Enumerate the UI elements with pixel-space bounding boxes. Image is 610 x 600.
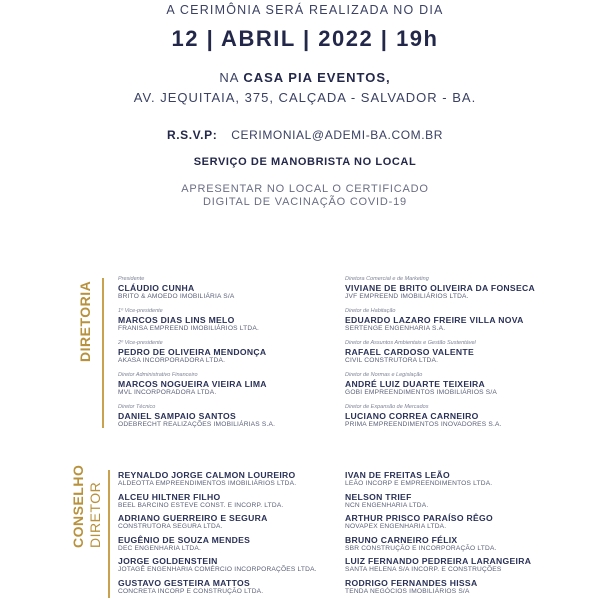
- member-company: BEEL BARCINO ESTEVE CONST. E INCORP. LTDA.: [118, 501, 284, 509]
- member-role: Diretor de Normas e Legislação: [345, 372, 423, 378]
- board-member: [118, 404, 368, 436]
- vaccine-notice-line2: DIGITAL DE VACINAÇÃO COVID-19: [203, 196, 407, 208]
- member-name: MARCOS NOGUEIRA VIEIRA LIMA: [118, 379, 267, 389]
- member-name: VIVIANE DE BRITO OLIVEIRA DA FONSECA: [345, 283, 536, 293]
- member-role: Diretor Técnico: [118, 404, 156, 410]
- vaccine-notice-line1: APRESENTAR NO LOCAL O CERTIFICADO: [181, 183, 429, 195]
- member-name: ADRIANO GUERREIRO E SEGURA: [118, 513, 268, 523]
- member-name: RODRIGO FERNANDES HISSA: [345, 577, 478, 588]
- member-company: LEÃO INCORP E EMPREENDIMENTOS LTDA.: [345, 480, 493, 487]
- member-company: BRITO & AMOEDO IMOBILIÁRIA S/A: [118, 293, 235, 300]
- diretoria-right-column: [345, 276, 595, 436]
- member-company: ALDEOTTA EMPREENDIMENTOS IMOBILIÁRIOS LTDA.: [118, 480, 297, 487]
- council-member: [345, 470, 595, 492]
- member-name: BRUNO CARNEIRO FÉLIX: [345, 534, 458, 545]
- member-name: LUIZ FERNANDO PEDREIRA LARANGEIRA: [345, 556, 532, 566]
- diretoria-left-column: [118, 276, 368, 436]
- member-company: MVL INCORPORADORA LTDA.: [118, 389, 217, 396]
- board-member: [345, 308, 595, 340]
- member-role: Presidente: [118, 276, 145, 282]
- member-name: ANDRÉ LUIZ DUARTE TEIXEIRA: [345, 379, 486, 389]
- council-member: [345, 556, 595, 578]
- member-name: PEDRO DE OLIVEIRA MENDONÇA: [118, 347, 267, 357]
- member-name: EDUARDO LAZARO FREIRE VILLA NOVA: [345, 315, 524, 325]
- member-name: MARCOS DIAS LINS MELO: [118, 315, 235, 325]
- member-name: DANIEL SAMPAIO SANTOS: [118, 411, 237, 421]
- member-company: NOVAPEX ENGENHARIA LTDA.: [345, 523, 447, 530]
- conselho-label-line2: DIRETOR: [87, 481, 103, 548]
- member-name: NELSON TRIEF: [345, 491, 412, 502]
- conselho-right-column: [345, 470, 595, 599]
- member-company: SERTENGE ENGENHARIA S.A.: [345, 325, 446, 332]
- member-company: JVF EMPREEND IMOBILIÁRIOS LTDA.: [345, 293, 469, 300]
- venue-prefix: NA: [219, 70, 239, 85]
- board-member: [345, 276, 595, 308]
- board-member: [345, 372, 595, 404]
- council-member: [345, 578, 595, 600]
- member-role: Diretor de Expansão de Mercados: [345, 404, 429, 410]
- member-company: CONCRETA INCORP E CONSTRUÇÃO LTDA.: [118, 587, 264, 595]
- diretoria-label: DIRETORIA: [77, 280, 93, 362]
- member-company: SBR CONSTRUÇÃO E INCORPORAÇÃO LTDA.: [345, 544, 497, 552]
- member-company: CONSTRUTORA SEGURA LTDA.: [118, 523, 223, 530]
- rsvp-label: R.S.V.P:: [166, 128, 218, 142]
- member-company: ODEBRECHT REALIZAÇÕES IMOBILIÁRIAS S.A.: [118, 421, 276, 428]
- venue-line: [0, 70, 610, 85]
- member-name: ALCEU HILTNER FILHO: [118, 491, 221, 502]
- event-date: 12 | ABRIL | 2022 | 19h: [171, 26, 439, 51]
- member-role: Diretora Comercial e de Marketing: [345, 276, 429, 282]
- council-member: [345, 492, 595, 514]
- member-company: PRIMA EMPREENDIMENTOS INOVADORES S.A.: [345, 421, 502, 428]
- conselho-rule: [108, 470, 110, 598]
- member-name: ARTHUR PRISCO PARAÍSO RÊGO: [345, 513, 494, 523]
- council-member: [118, 492, 368, 514]
- valet-service: SERVIÇO DE MANOBRISTA NO LOCAL: [193, 156, 417, 168]
- member-name: JORGE GOLDENSTEIN: [118, 556, 218, 566]
- member-role: 2º Vice-presidente: [118, 340, 163, 346]
- member-name: LUCIANO CORREA CARNEIRO: [345, 411, 479, 421]
- member-name: GUSTAVO GESTEIRA MATTOS: [118, 577, 250, 588]
- member-role: Diretor de Assuntos Ambientais e Gestão Sustentável: [345, 340, 476, 346]
- diretoria-rule: [102, 278, 104, 428]
- member-company: GOBI EMPREENDIMENTOS IMOBILIÁRIOS S/A: [345, 389, 498, 396]
- council-member: [345, 513, 595, 535]
- board-member: [118, 276, 368, 308]
- council-member: [118, 535, 368, 557]
- member-company: TENDA NEGÓCIOS IMOBILIÁRIOS S/A: [345, 587, 470, 595]
- council-member: [118, 556, 368, 578]
- member-role: Diretor Administrativo Financeiro: [118, 372, 198, 378]
- rsvp-email[interactable]: CERIMONIAL@ADEMI-BA.COM.BR: [231, 128, 444, 142]
- board-member: [118, 340, 368, 372]
- council-member: [118, 513, 368, 535]
- member-company: CIVIL CONSTRUTORA LTDA.: [345, 357, 439, 364]
- venue-address: AV. JEQUITAIA, 375, CALÇADA - SALVADOR - BA.: [133, 90, 477, 105]
- member-company: NCN ENGENHARIA LTDA.: [345, 501, 429, 509]
- rsvp-line: [0, 128, 610, 142]
- venue-name: CASA PIA EVENTOS,: [243, 70, 391, 85]
- member-company: AKASA INCORPORADORA LTDA.: [118, 357, 226, 364]
- board-member: [345, 340, 595, 372]
- council-member: [345, 535, 595, 557]
- member-role: 1º Vice-presidente: [118, 308, 163, 314]
- member-company: SANTA HELENA S/A INCORP. E CONSTRUÇÕES: [345, 566, 502, 573]
- member-name: EUGÊNIO DE SOUZA MENDES: [118, 534, 251, 545]
- ceremony-intro: A CERIMÔNIA SERÁ REALIZADA NO DIA: [166, 3, 444, 17]
- member-company: DEC ENGENHARIA LTDA.: [118, 544, 202, 552]
- member-name: RAFAEL CARDOSO VALENTE: [345, 347, 474, 357]
- member-name: CLÁUDIO CUNHA: [118, 283, 195, 293]
- conselho-left-column: [118, 470, 368, 599]
- member-name: REYNALDO JORGE CALMON LOUREIRO: [118, 470, 296, 480]
- council-member: [118, 578, 368, 600]
- board-member: [118, 308, 368, 340]
- board-member: [345, 404, 595, 436]
- council-member: [118, 470, 368, 492]
- member-name: IVAN DE FREITAS LEÃO: [345, 470, 450, 480]
- member-role: Diretor de Habitação: [345, 308, 396, 314]
- member-company: JOTAGÊ ENGENHARIA COMÉRCIO INCORPORAÇÕES LTDA.: [118, 566, 317, 573]
- member-company: FRANISA EMPREEND IMOBILIÁRIOS LTDA.: [118, 325, 259, 332]
- board-member: [118, 372, 368, 404]
- conselho-label-line1: CONSELHO: [70, 464, 86, 548]
